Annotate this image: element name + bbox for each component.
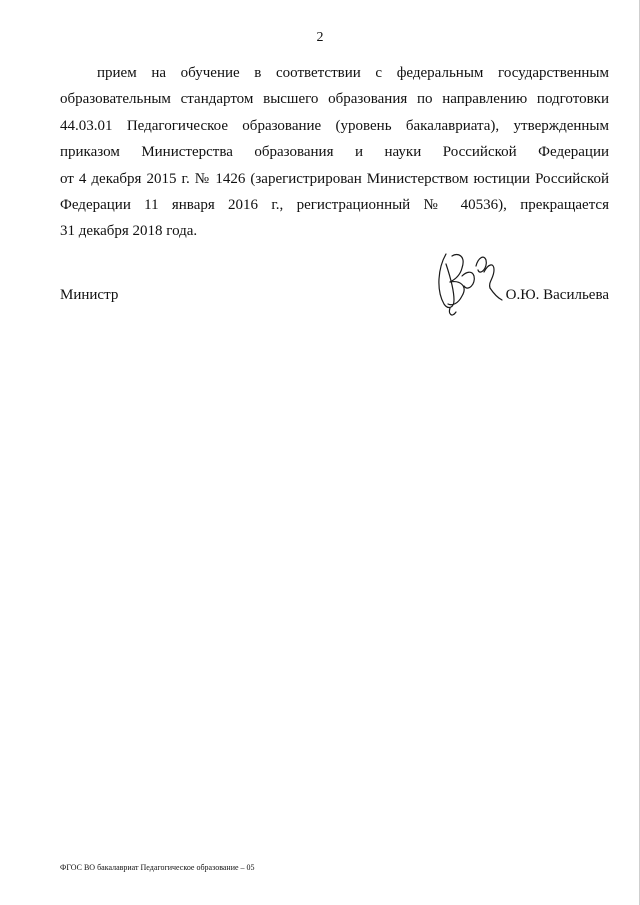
paragraph-line: образовательным стандартом высшего образования по направлению подготовки [60,91,609,108]
signer-name: О.Ю. Васильева [505,287,609,303]
paragraph-line: Федерации 11 января 2016 г., регистрационный № 40536), прекращается [60,196,609,213]
paragraph-line: 31 декабря 2018 года. [60,223,198,240]
body-paragraph [60,60,609,245]
handwritten-signature [432,246,514,322]
paragraph-line: приказом Министерства образования и науки Российской Федерации [60,144,609,161]
footer-note: ФГОС ВО бакалавриат Педагогическое образование – 05 [60,863,255,872]
page-number: 2 [316,30,324,45]
paragraph-line: прием на обучение в соответствии с федеральным государственным [97,65,609,81]
signer-title: Министр [60,287,119,303]
paragraph-line: от 4 декабря 2015 г. № 1426 (зарегистрирован Министерством юстиции Российской [60,170,609,187]
paragraph-line: 44.03.01 Педагогическое образование (уровень бакалавриата), утвержденным [60,117,609,134]
